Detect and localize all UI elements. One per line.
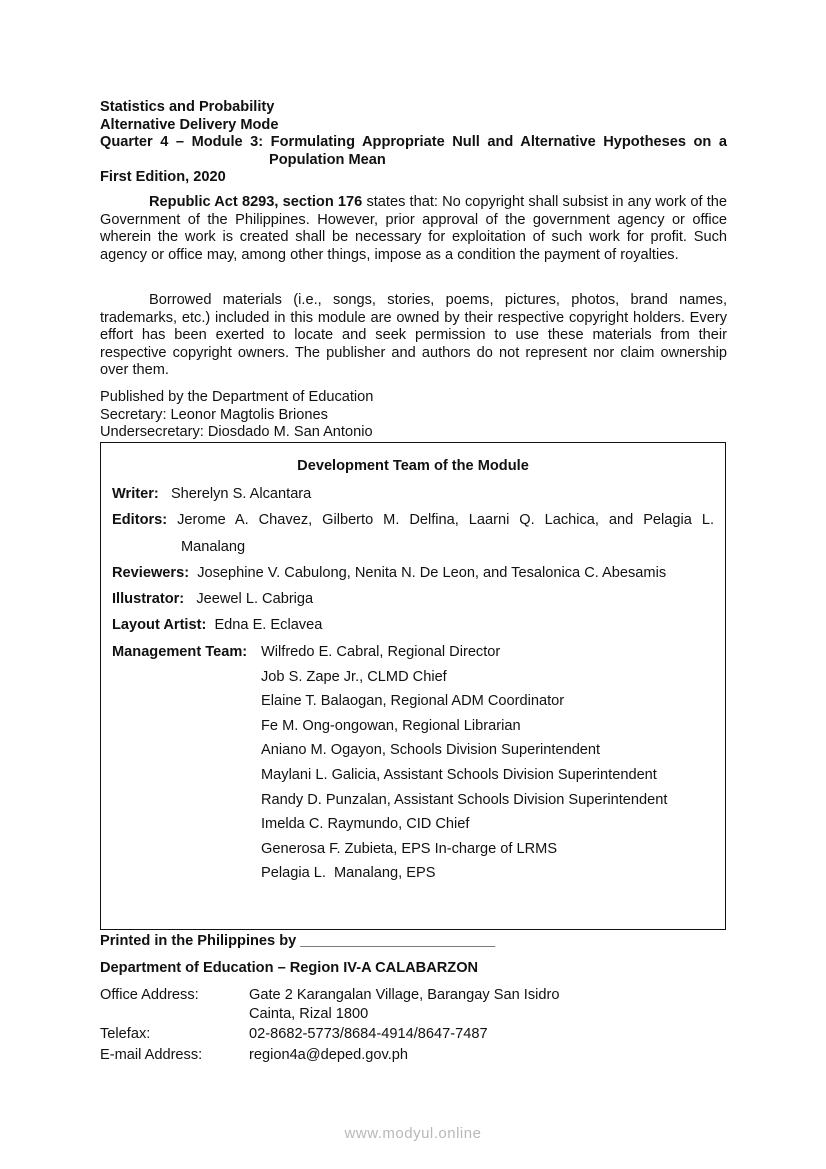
layout-artist: Edna E. Eclavea (214, 617, 323, 633)
reviewers-label: Reviewers: (112, 565, 190, 581)
writer-label: Writer: (112, 486, 159, 502)
office-address-label: Office Address: (100, 987, 199, 1003)
email: region4a@deped.gov.ph (249, 1047, 408, 1063)
secretary: Secretary: Leonor Magtolis Briones (100, 406, 328, 423)
team-title: Development Team of the Module (297, 458, 529, 474)
management-item: Fe M. Ong-ongowan, Regional Librarian (261, 717, 521, 734)
development-team-box (100, 442, 726, 930)
borrowed-materials-notice (100, 292, 727, 380)
department-region: Department of Education – Region IV-A CALABARZON (100, 960, 479, 976)
editors-label: Editors: (112, 512, 168, 528)
copyright-notice (100, 194, 727, 264)
management-item: Generosa F. Zubieta, EPS In-charge of LRMS (261, 840, 558, 857)
office-address: Gate 2 Karangalan Village, Barangay San Isidro (249, 987, 560, 1003)
illustrator: Jeewel L. Cabriga (196, 591, 314, 607)
delivery-mode: Alternative Delivery Mode (100, 116, 279, 133)
telefax: 02-8682-5773/8684-4914/8647-7487 (249, 1026, 488, 1042)
published-by: Published by the Department of Education (100, 389, 374, 405)
reviewers: Josephine V. Cabulong, Nenita N. De Leon, and Tesalonica C. Abesamis (197, 565, 667, 581)
module-title-cont: Population Mean (269, 151, 386, 168)
management-item: Elaine T. Balaogan, Regional ADM Coordinator (261, 693, 565, 710)
borrowed-text: Borrowed materials (i.e., songs, stories, poems, pictures, photos, brand names, trademarks, etc.) included in this module are owned by their respective copyright holders. Every effort has been exerted to locate and seek permission to use these materials from their respective copyright owners. The publisher and authors do not represent nor claim ownership over them. (100, 292, 727, 379)
management-item: Randy D. Punzalan, Assistant Schools Division Superintendent (261, 791, 668, 808)
office-address-cont: Cainta, Rizal 1800 (249, 1006, 369, 1022)
undersecretary: Undersecretary: Diosdado M. San Antonio (100, 424, 373, 441)
subject: Statistics and Probability (100, 99, 275, 115)
illustrator-label: Illustrator: (112, 591, 185, 607)
publisher-info (100, 389, 727, 442)
editors-cont: Manalang (181, 539, 246, 555)
watermark: www.modyul.online (344, 1125, 482, 1142)
edition: First Edition, 2020 (100, 169, 226, 186)
telefax-label: Telefax: (100, 1026, 151, 1042)
management-item: Maylani L. Galicia, Assistant Schools Division Superintendent (261, 767, 657, 783)
layout-artist-label: Layout Artist: (112, 617, 207, 633)
email-label: E-mail Address: (100, 1047, 203, 1063)
management-item: Imelda C. Raymundo, CID Chief (261, 816, 470, 833)
management-item: Wilfredo E. Cabral, Regional Director (261, 644, 501, 660)
module-title: Quarter 4 – Module 3: Formulating Appropriate Null and Alternative Hypotheses on a (100, 134, 727, 151)
title-block (100, 99, 727, 187)
law-reference: Republic Act 8293, section 176 (149, 194, 363, 210)
writer: Sherelyn S. Alcantara (170, 486, 312, 502)
printed-by: Printed in the Philippines by ________________________ (100, 933, 496, 949)
management-label: Management Team: (112, 644, 248, 660)
management-item: Pelagia L. Manalang, EPS (261, 865, 436, 882)
copyright-text: states that: No copyright shall subsist in any work of the Government of the Philippines. However, prior approval of the government agency or office wherein the work is created shall be necessary for exploitation of such work for profit. Such agency or office may, among other things, impose as a condition the payment of royalties. (100, 194, 727, 263)
editors: Jerome A. Chavez, Gilberto M. Delfina, Laarni Q. Lachica, and Pelagia L. (177, 512, 714, 528)
management-item: Aniano M. Ogayon, Schools Division Superintendent (261, 742, 601, 759)
management-item: Job S. Zape Jr., CLMD Chief (261, 668, 447, 685)
